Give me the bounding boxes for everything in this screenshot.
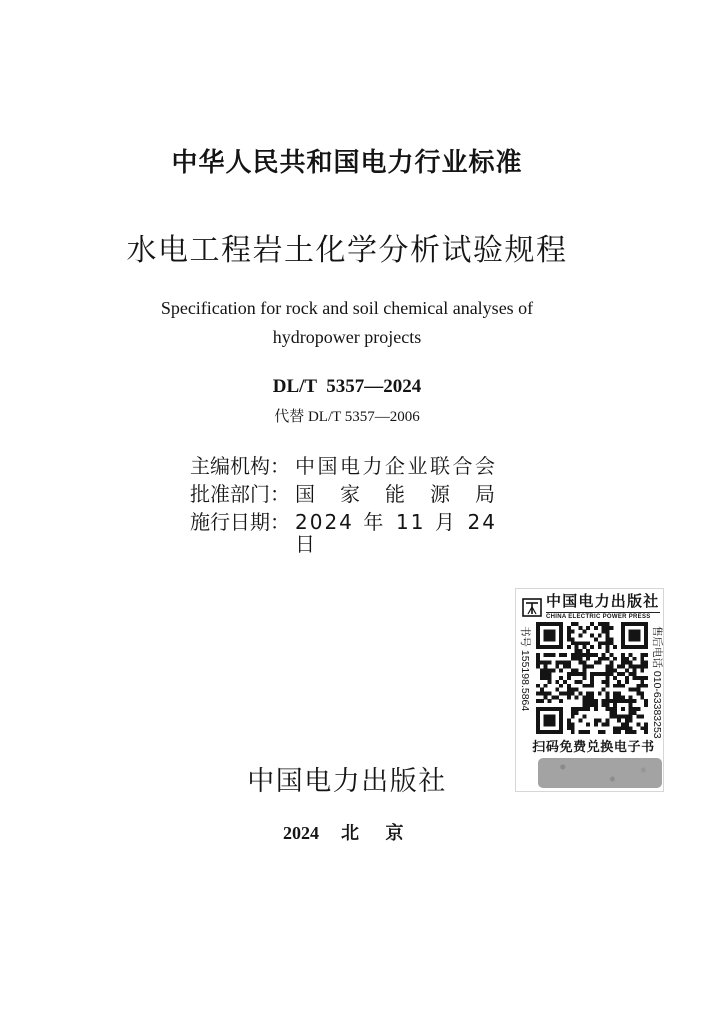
publisher-logo-icon xyxy=(522,598,542,617)
info-row-effective-date xyxy=(190,510,497,556)
publisher-logo-text: 中国电力出版社 xyxy=(546,592,660,610)
publisher-logo-en: CHINA ELECTRIC POWER PRESS xyxy=(546,614,651,620)
footer-city: 北 京 xyxy=(341,823,404,843)
info-value: 中国电力企业联合会 xyxy=(295,454,497,478)
qr-sticker xyxy=(515,588,664,792)
info-row-approver xyxy=(190,483,497,511)
info-row-editor xyxy=(190,455,497,483)
after-sales-hotline: 售后电话 010-63383253 xyxy=(651,626,663,739)
document-title-en-line2: hydropower projects xyxy=(272,327,422,347)
info-value: 2024 年 11 月 24 日 xyxy=(295,510,497,556)
qr-caption: 扫码免费兑换电子书 xyxy=(532,740,655,755)
info-value: 国 家 能 源 局 xyxy=(295,482,497,506)
standard-number: DL/T 5357—2024 xyxy=(272,376,422,397)
footer-publisher: 中国电力出版社 xyxy=(247,766,447,797)
document-title-zh: 水电工程岩土化学分析试验规程 xyxy=(126,233,568,268)
info-label: 施行日期： xyxy=(190,510,290,534)
book-number: 书号 155198.5864 xyxy=(519,626,531,712)
standard-category: 中华人民共和国电力行业标准 xyxy=(171,148,523,178)
logo-divider xyxy=(546,612,660,613)
info-label: 批准部门： xyxy=(190,482,290,506)
qr-code xyxy=(536,622,648,734)
footer-year: 2024 xyxy=(283,823,319,843)
replaces-standard: 代替 DL/T 5357—2006 xyxy=(274,409,420,425)
footer-year-city xyxy=(283,823,404,843)
publication-info xyxy=(190,454,497,556)
document-title-en-line1: Specification for rock and soil chemical analyses of xyxy=(160,298,534,318)
info-label: 主编机构： xyxy=(190,454,290,478)
